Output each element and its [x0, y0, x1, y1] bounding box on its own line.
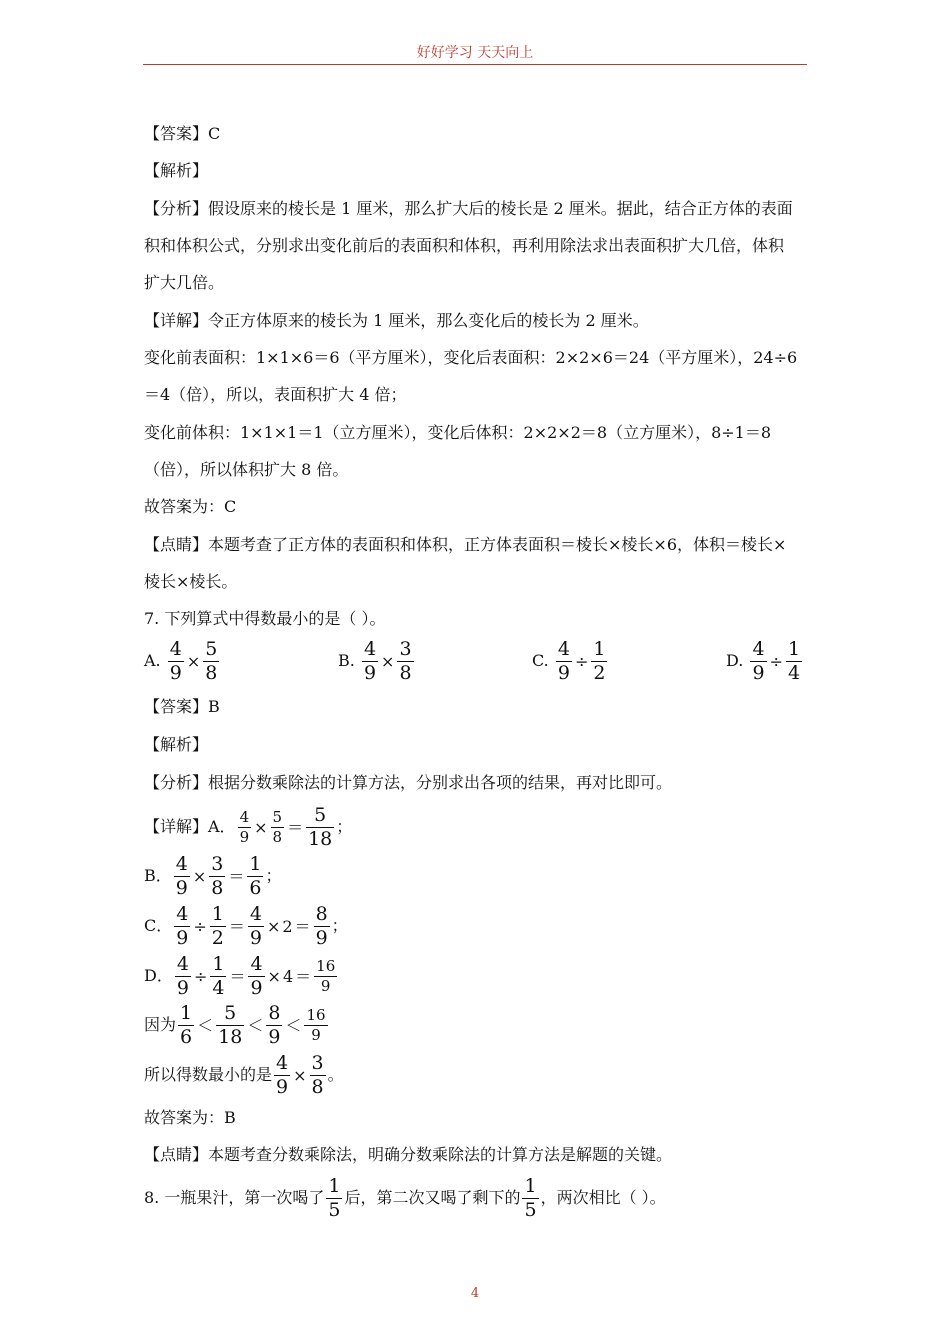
option-label: D. [726, 651, 744, 670]
option-label: A. [144, 651, 161, 670]
q6-dianjing-1: 【点睛】本题考查了正方体的表面积和体积，正方体表面积＝棱长×棱长×6，体积＝棱长× [144, 535, 787, 554]
q6-xiangjie-4: 变化前体积：1×1×1＝1（立方厘米），变化后体积：2×2×2＝8（立方厘米），8÷1＝8 [144, 423, 772, 442]
q6-fenxi-3: 扩大几倍。 [144, 273, 225, 292]
fraction: $\frac{4}{9}$ [557, 638, 570, 684]
q7-option-d[interactable] [726, 640, 804, 683]
q7-question: 7. 下列算式中得数最小的是（ ）。 [144, 609, 386, 628]
q7-comparison: 因为 $\frac{1}{6}$ ＜ $\frac{5}{18}$ ＜ $\frac{8}{9}$ ＜ $\frac{16}{9}$ [144, 1002, 326, 1048]
operator: ÷ [769, 652, 783, 671]
fraction: $\frac{1}{2}$ [593, 638, 606, 684]
fraction: $\frac{5}{8}$ [205, 638, 218, 684]
q6-dianjing-2: 棱长×棱长。 [144, 572, 238, 591]
option-label: B. [338, 651, 355, 670]
operator: × [381, 652, 395, 671]
q6-xiangjie-3: ＝4（倍），所以，表面积扩大 4 倍； [144, 385, 407, 404]
fraction: $\frac{3}{8}$ [399, 638, 412, 684]
q6-answer: 【答案】C [144, 124, 221, 143]
fraction: $\frac{4}{9}$ [169, 638, 182, 684]
fraction: $\frac{4}{9}$ [752, 638, 765, 684]
q7-detail-a: 【详解】A． $\frac{4}{9}$ × $\frac{5}{8}$ ＝ $\frac{5}{18}$ ； [144, 804, 353, 850]
q7-detail-c: C． $\frac{4}{9}$ ÷ $\frac{1}{2}$ ＝ $\frac{4}{9}$ × 2 ＝ $\frac{8}{9}$ ； [144, 903, 348, 949]
fraction: $\frac{4}{9}$ [363, 638, 377, 684]
q6-jiexi: 【解析】 [144, 161, 209, 180]
q7-guda: 故答案为：B [144, 1108, 236, 1127]
q6-fenxi-2: 积和体积公式，分别求出变化前后的表面积和体积，再利用除法求出表面积扩大几倍，体积 [144, 236, 785, 255]
q8-question: 8. 一瓶果汁，第一次喝了 $\frac{1}{5}$ 后，第二次又喝了剩下的 $\frac{1}{5}$ ，两次相比（ ）。 [144, 1175, 666, 1221]
page-header: 好好学习 天天向上 [416, 45, 534, 61]
q7-detail-d: D． $\frac{4}{9}$ ÷ $\frac{1}{4}$ ＝ $\frac{4}{9}$ × 4 ＝ $\frac{16}{9}$ [144, 953, 336, 999]
q6-guda: 故答案为：C [144, 497, 237, 516]
q7-option-b[interactable] [338, 640, 416, 683]
header-rule [143, 64, 807, 65]
q7-detail-b: B． $\frac{4}{9}$ × $\frac{3}{8}$ ＝ $\frac{1}{6}$ ； [144, 853, 282, 899]
q7-answer: 【答案】B [144, 697, 220, 716]
q6-xiangjie-1: 【详解】令正方体原来的棱长为 1 厘米，那么变化后的棱长为 2 厘米。 [144, 311, 649, 330]
q7-fenxi: 【分析】根据分数乘除法的计算方法，分别求出各项的结果，再对比即可。 [144, 773, 673, 792]
operator: × [186, 652, 201, 671]
q6-xiangjie-2: 变化前表面积：1×1×6＝6（平方厘米），变化后表面积：2×2×6＝24（平方厘米），24÷6 [144, 348, 798, 367]
q6-xiangjie-5: （倍），所以体积扩大 8 倍。 [144, 460, 349, 479]
q7-jiexi: 【解析】 [144, 735, 209, 754]
option-label: C. [532, 651, 549, 670]
page-number: 4 [470, 1286, 480, 1301]
q7-option-c[interactable] [532, 640, 609, 683]
q7-option-a[interactable] [144, 640, 221, 683]
q7-dianjing: 【点睛】本题考查分数乘除法，明确分数乘除法的计算方法是解题的关键。 [144, 1145, 673, 1164]
fraction: $\frac{1}{4}$ [787, 638, 801, 684]
operator: ÷ [574, 652, 589, 671]
q6-fenxi-1: 【分析】假设原来的棱长是 1 厘米，那么扩大后的棱长是 2 厘米。据此，结合正方体的表面 [144, 199, 793, 218]
q7-conclusion: 所以得数最小的是 $\frac{4}{9}$ × $\frac{3}{8}$ 。 [144, 1052, 344, 1098]
